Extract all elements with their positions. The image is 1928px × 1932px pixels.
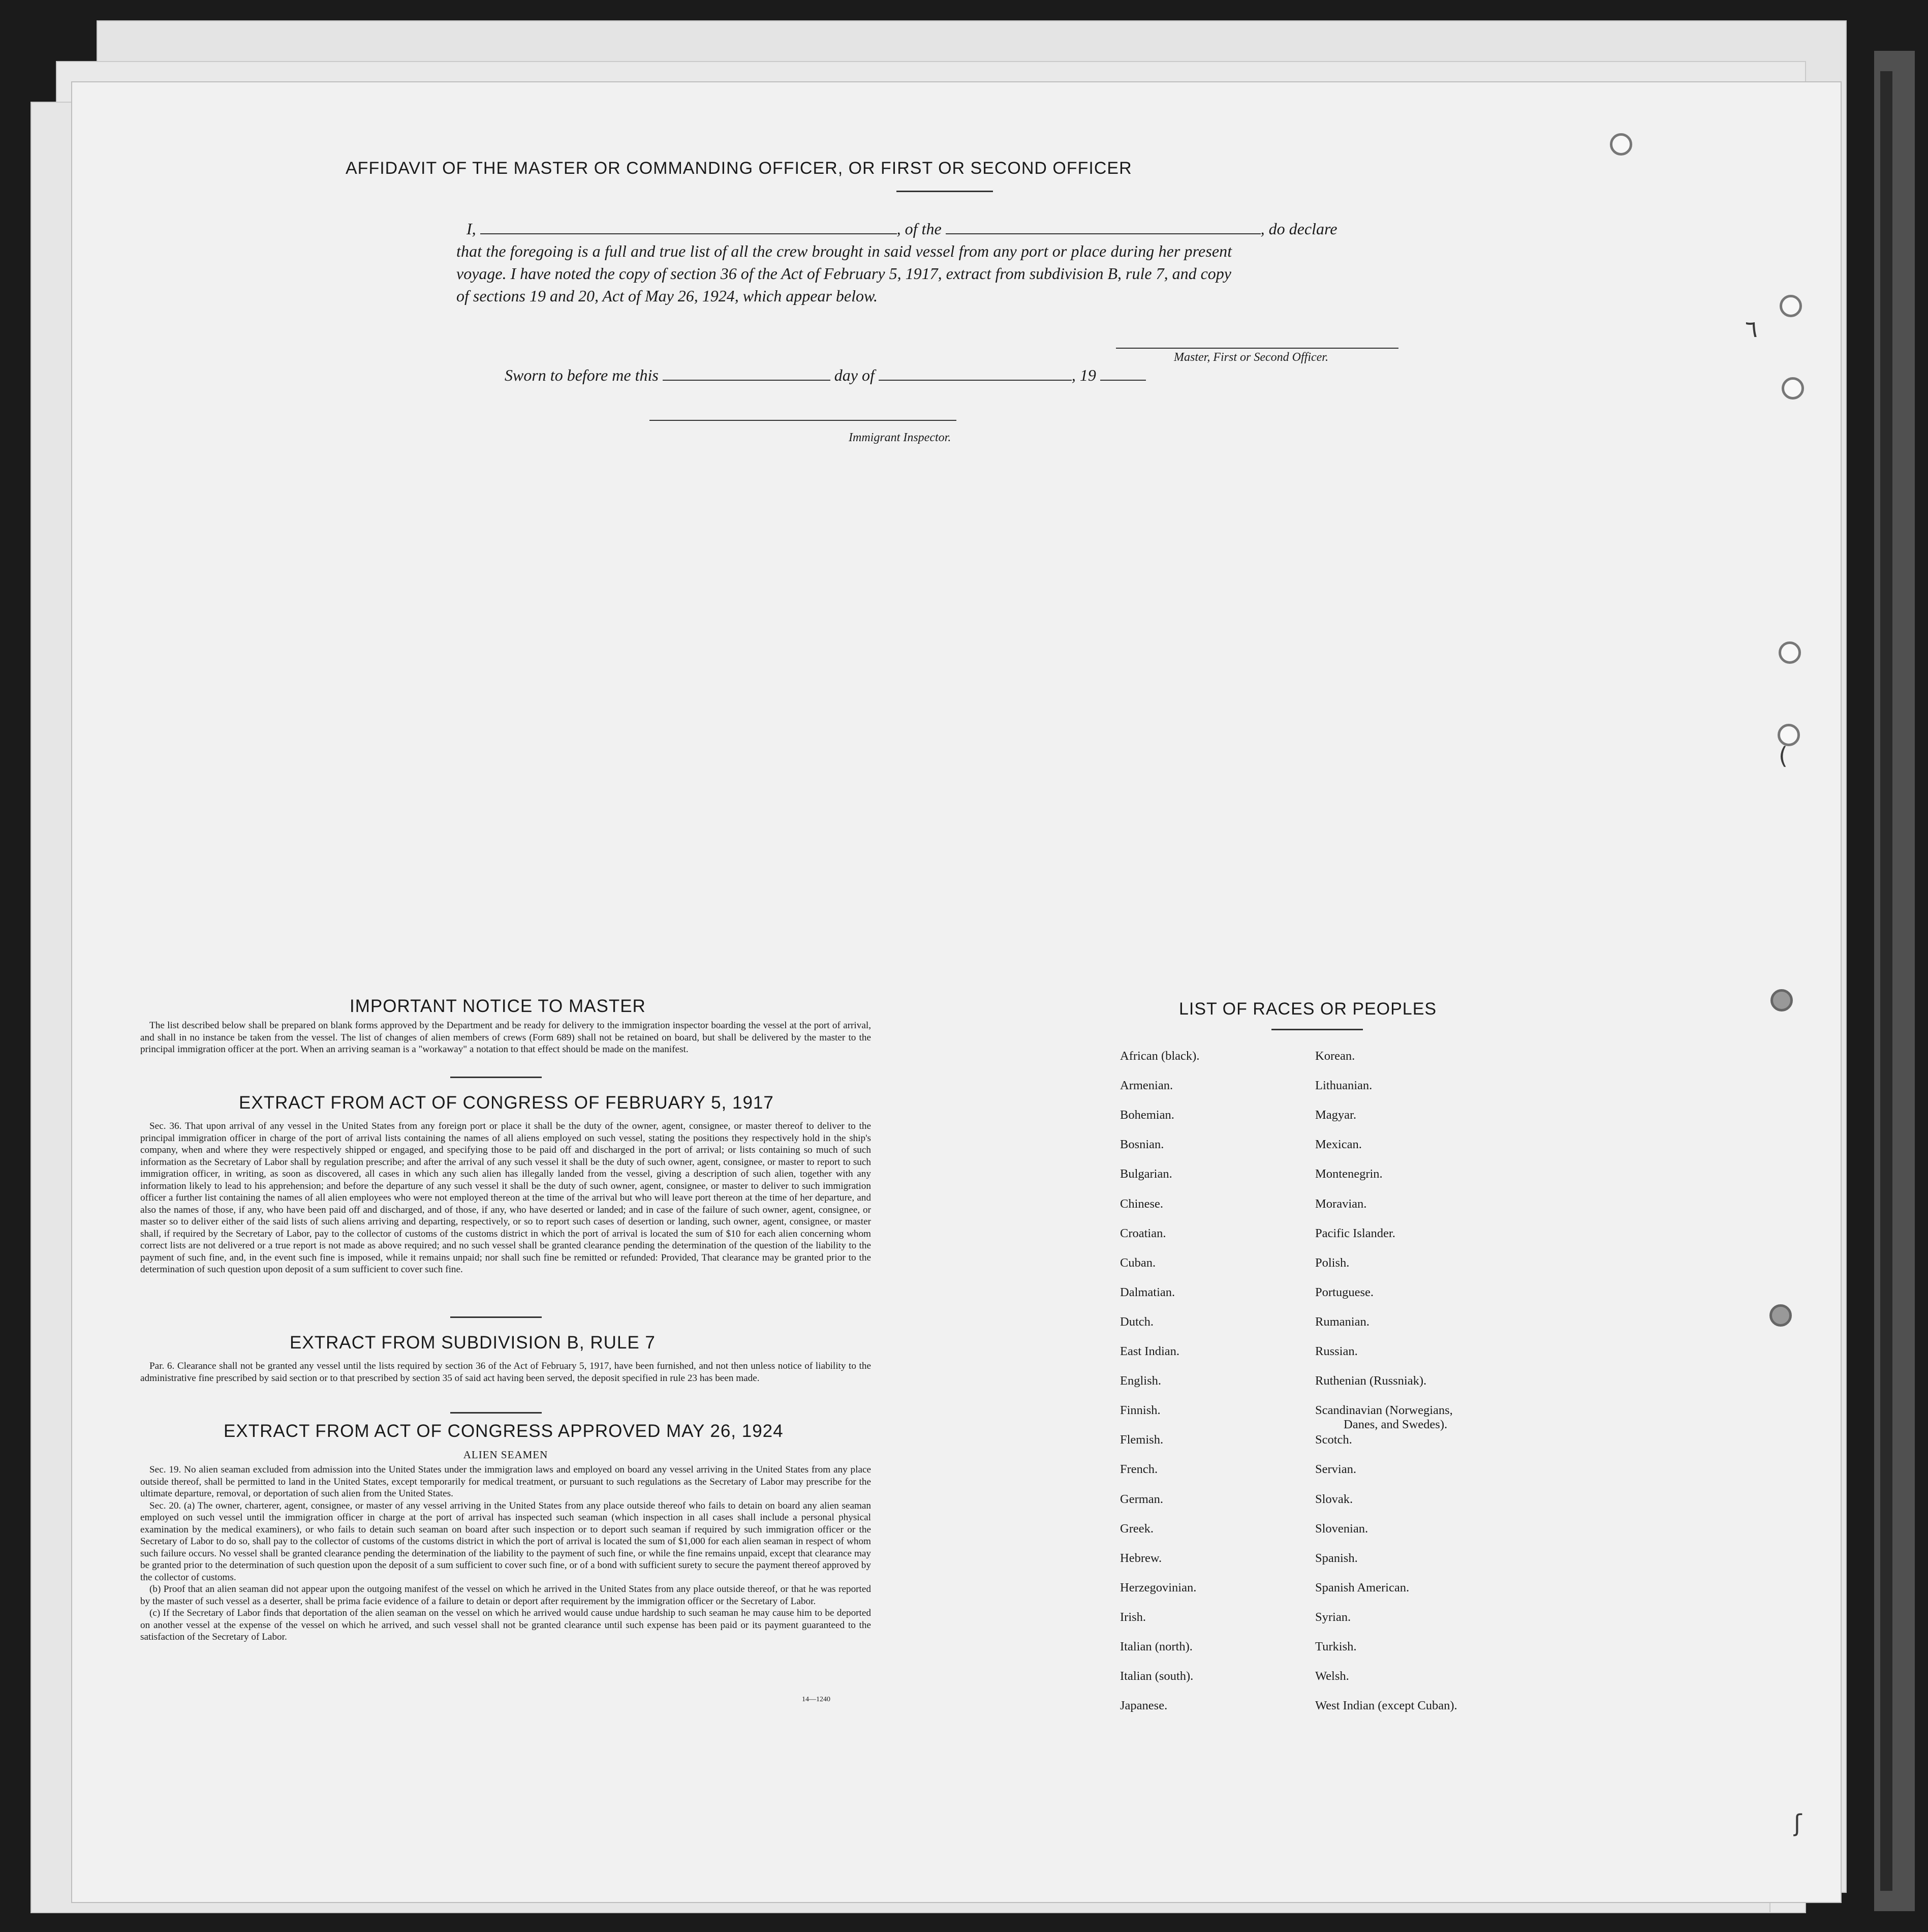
margin-mark: ʃ xyxy=(1794,1810,1802,1837)
race-item: French. xyxy=(1120,1462,1158,1477)
race-item: Italian (south). xyxy=(1120,1669,1194,1683)
margin-mark: ( xyxy=(1779,742,1788,770)
race-item: Russian. xyxy=(1315,1344,1358,1358)
inspector-label: Immigrant Inspector. xyxy=(849,431,951,444)
race-item: Servian. xyxy=(1315,1462,1356,1477)
sec-19-paragraph: Sec. 19. No alien seaman excluded from admission into the United States under the immigration laws and employed on board any vessel arriving in the United States from any place outside thereof, shall be permitted to land in the United States, except temporarily for medical treatment, or pursuant to such regulations as the Secretary of Labor may prescribe for the ultimate departure, removal, or deportation of such alien from the United States. xyxy=(140,1464,871,1499)
extract-1917-title: EXTRACT FROM ACT OF CONGRESS OF FEBRUARY 5, 1917 xyxy=(239,1093,774,1113)
race-item: Slovenian. xyxy=(1315,1521,1369,1536)
par-6-paragraph: Par. 6. Clearance shall not be granted any vessel until the lists required by section 36 of the Act of February 5, 1917, have been furnished, and not then unless notice of liability to the administrative fine prescribed by said section or to that prescribed by section 35 of said act having been served, the deposit specified in rule 23 has been made. xyxy=(140,1361,871,1384)
sworn-line xyxy=(505,366,1146,385)
race-item: Slovak. xyxy=(1315,1492,1353,1506)
extract-1924-title: EXTRACT FROM ACT OF CONGRESS APPROVED MAY 26, 1924 xyxy=(224,1421,784,1441)
affidavit-i: I, xyxy=(467,220,476,238)
races-title-underline xyxy=(1271,1029,1363,1030)
race-item: Italian (north). xyxy=(1120,1640,1193,1653)
punch-hole-icon xyxy=(1769,1304,1792,1327)
punch-hole-icon xyxy=(1779,641,1801,664)
race-item: English. xyxy=(1120,1374,1161,1388)
affidavit-line-4: of sections 19 and 20, Act of May 26, 1924, which appear below. xyxy=(456,287,878,305)
race-item: Korean. xyxy=(1315,1049,1355,1063)
notice-title: IMPORTANT NOTICE TO MASTER xyxy=(350,996,646,1016)
race-item: Finnish. xyxy=(1120,1403,1161,1418)
race-item: Polish. xyxy=(1315,1255,1350,1270)
races-title: LIST OF RACES OR PEOPLES xyxy=(1179,999,1437,1019)
race-item: Dalmatian. xyxy=(1120,1285,1175,1299)
affidavit-title: AFFIDAVIT OF THE MASTER OR COMMANDING OFFICER, OR FIRST OR SECOND OFFICER xyxy=(346,159,1132,178)
race-item: Welsh. xyxy=(1315,1669,1349,1683)
race-item: Portuguese. xyxy=(1315,1285,1374,1299)
race-item: Cuban. xyxy=(1120,1255,1156,1270)
race-item: West Indian (except Cuban). xyxy=(1315,1699,1457,1713)
race-item: German. xyxy=(1120,1492,1164,1506)
divider xyxy=(450,1412,542,1414)
race-item: Bulgarian. xyxy=(1120,1167,1172,1181)
race-item: Moravian. xyxy=(1315,1197,1367,1211)
punch-hole-icon xyxy=(1610,133,1632,156)
inspector-signature-line[interactable] xyxy=(649,420,956,421)
sworn-text: Sworn to before me this xyxy=(505,366,659,384)
affidavit-of-the: , of the xyxy=(896,220,942,238)
race-item: Bosnian. xyxy=(1120,1138,1164,1152)
extract-rule7-text xyxy=(140,1360,871,1384)
race-item: Herzegovinian. xyxy=(1120,1580,1197,1594)
race-item: Ruthenian (Russniak). xyxy=(1315,1374,1427,1388)
notice-paragraph: The list described below shall be prepared on blank forms approved by the Department and be ready for delivery to the immigration inspector boarding the vessel at the port of arrival, and shall in no instance be taken from the vessel. The list of changes of alien members of crews (Form 689) shall not be retained on board, but shall be delivered by the master to the principal immigration officer at the port. When an arriving seaman is a "workaway" a notation to that effect should be made on the manifest. xyxy=(140,1020,871,1055)
master-name-field[interactable] xyxy=(480,220,897,234)
race-item: Hebrew. xyxy=(1120,1551,1162,1565)
race-item: Irish. xyxy=(1120,1610,1146,1624)
race-item: Montenegrin. xyxy=(1315,1167,1383,1181)
race-item: Greek. xyxy=(1120,1521,1154,1536)
day-of-text: day of xyxy=(834,366,875,384)
title-underline xyxy=(896,191,993,192)
race-item: Armenian. xyxy=(1120,1079,1173,1093)
affidavit-line-2: that the foregoing is a full and true list of all the crew brought in said vessel from any port or place during her present xyxy=(456,242,1232,260)
race-item: Turkish. xyxy=(1315,1640,1357,1653)
race-item: Spanish American. xyxy=(1315,1580,1410,1594)
form-number: 14—1240 xyxy=(802,1696,830,1703)
race-item: Lithuanian. xyxy=(1315,1079,1373,1093)
punch-hole-icon xyxy=(1770,989,1793,1011)
notice-text xyxy=(140,1020,871,1056)
year-prefix: , 19 xyxy=(1071,366,1096,384)
signature-line[interactable] xyxy=(1116,348,1398,349)
extract-1917-text xyxy=(140,1120,871,1276)
race-item: Pacific Islander. xyxy=(1315,1226,1395,1240)
race-item: Scandinavian (Norwegians, xyxy=(1315,1403,1453,1418)
affidavit-line-1 xyxy=(467,220,1337,238)
sec-20c-paragraph: (c) If the Secretary of Labor finds that deportation of the alien seaman on the vessel on which he arrived would cause undue hardship to such seaman he may cause him to be deported on another vessel at the expense of the vessel on which he arrived, and such vessel shall not be granted clearance until such expense has been paid or its payment guaranteed to the satisfaction of the Secretary of Labor. xyxy=(140,1608,871,1642)
race-item: Flemish. xyxy=(1120,1433,1164,1447)
margin-mark: ٦ xyxy=(1745,315,1758,343)
race-item: Japanese. xyxy=(1120,1699,1168,1713)
race-item: Rumanian. xyxy=(1315,1314,1370,1329)
race-item: Syrian. xyxy=(1315,1610,1351,1624)
extract-rule7-title: EXTRACT FROM SUBDIVISION B, RULE 7 xyxy=(290,1333,656,1353)
binding-strip xyxy=(1880,71,1892,1891)
race-item: Scotch. xyxy=(1315,1433,1352,1447)
race-item: Mexican. xyxy=(1315,1138,1362,1152)
sworn-month-field[interactable] xyxy=(879,366,1072,381)
sec-20a-paragraph: Sec. 20. (a) The owner, charterer, agent, consignee, or master of any vessel arriving in the United States from any place outside thereof who fails to detain on board any alien seaman employed on such vessel until the immigration officer in charge at the port of arrival has inspected such seaman (which inspection in all cases shall include a personal physical examination by the medical examiners), or who fails to detain such seaman on board after such inspection or to deport such seaman if required by such immigration officer or the Secretary of Labor to do so, shall pay to the collector of customs of the customs district in which the port of arrival is located the sum of $1,000 for each alien seaman in respect of whom such failure occurs. No vessel shall be granted clearance pending the determination of the liability to the payment of such fine, or while the fine remains unpaid, except that clearance may be granted prior to the determination of such question upon the deposit of a sum sufficient to cover such fine, or of a bond with sufficient surety to secure the payment thereof approved by the collector of customs. xyxy=(140,1500,871,1583)
race-item: African (black). xyxy=(1120,1049,1200,1063)
race-item: Magyar. xyxy=(1315,1108,1356,1122)
divider xyxy=(450,1316,542,1318)
race-item: Bohemian. xyxy=(1120,1108,1174,1122)
race-item: Chinese. xyxy=(1120,1197,1164,1211)
signature-label: Master, First or Second Officer. xyxy=(1174,351,1328,364)
sworn-year-field[interactable] xyxy=(1100,366,1146,381)
alien-seamen-subtitle: ALIEN SEAMEN xyxy=(463,1449,548,1461)
affidavit-line-3: voyage. I have noted the copy of section 36 of the Act of February 5, 1917, extract from subdivision B, rule 7, and copy xyxy=(456,264,1231,283)
sec-20b-paragraph: (b) Proof that an alien seaman did not appear upon the outgoing manifest of the vessel on which he arrived in the United States from any place outside thereof, or that he was reported by the master of such vessel as a deserter, shall be prima facie evidence of a failure to detain or deport after requirement by the immigration officer or the Secretary of Labor. xyxy=(140,1584,871,1607)
race-item: Dutch. xyxy=(1120,1314,1154,1329)
vessel-name-field[interactable] xyxy=(946,220,1261,234)
sec-36-paragraph: Sec. 36. That upon arrival of any vessel in the United States from any foreign port or place it shall be the duty of the owner, agent, consignee, or master thereof to deliver to the principal immigration officer in charge of the port of arrival lists containing the names of all aliens employed on such vessel, stating the positions they respectively hold in the ship's company, when and where they were respectively shipped or engaged, and specifying those to be paid off and discharged in the port of arrival; or lists containing so much of such information as the Secretary of Labor shall by regulation prescribe; and after the arrival of any such vessel it shall be the duty of such owner, agent, consignee, or master to report to such immigration officer, in writing, as soon as discovered, all cases in which any such alien has illegally landed from the vessel, giving a description of such alien, together with any information likely to lead to his apprehension; and before the departure of any such vessel it shall be the duty of such owner, agent, consignee, or master to deliver to such immigration officer a further list containing the names of all alien employees who were not employed thereon at the time of the arrival but who will leave port thereon at the time of her departure, and also the names of those, if any, who have been paid off and discharged, and of those, if any, who have deserted or landed; and in case of the failure of such owner, agent, consignee, or master so to deliver either of the said lists of such aliens arriving and departing, respectively, or so to report such cases of desertion or landing, such owner, agent, consignee, or master shall, if required by the Secretary of Labor, pay to the collector of customs of the customs district in which the port of arrival is located the sum of $10 for each alien concerning whom correct lists are not delivered or a true report is not made as above required; and no such vessel shall be granted clearance pending the determination of the question of the liability to the payment of such fine, and, in the event such fine is imposed, while it remains unpaid; nor shall such fine be remitted or refunded: Provided, That clearance may be granted prior to the determination of such question upon deposit of a sum sufficient to cover such fine. xyxy=(140,1121,871,1275)
punch-hole-icon xyxy=(1780,295,1802,317)
punch-hole-icon xyxy=(1782,377,1804,400)
race-item: East Indian. xyxy=(1120,1344,1180,1358)
race-item: Spanish. xyxy=(1315,1551,1358,1565)
extract-1924-text xyxy=(140,1464,871,1643)
affidavit-do-declare: , do declare xyxy=(1260,220,1338,238)
divider xyxy=(450,1077,542,1078)
race-item: Danes, and Swedes). xyxy=(1344,1418,1448,1432)
sworn-day-field[interactable] xyxy=(663,366,830,381)
race-item: Croatian. xyxy=(1120,1226,1166,1240)
